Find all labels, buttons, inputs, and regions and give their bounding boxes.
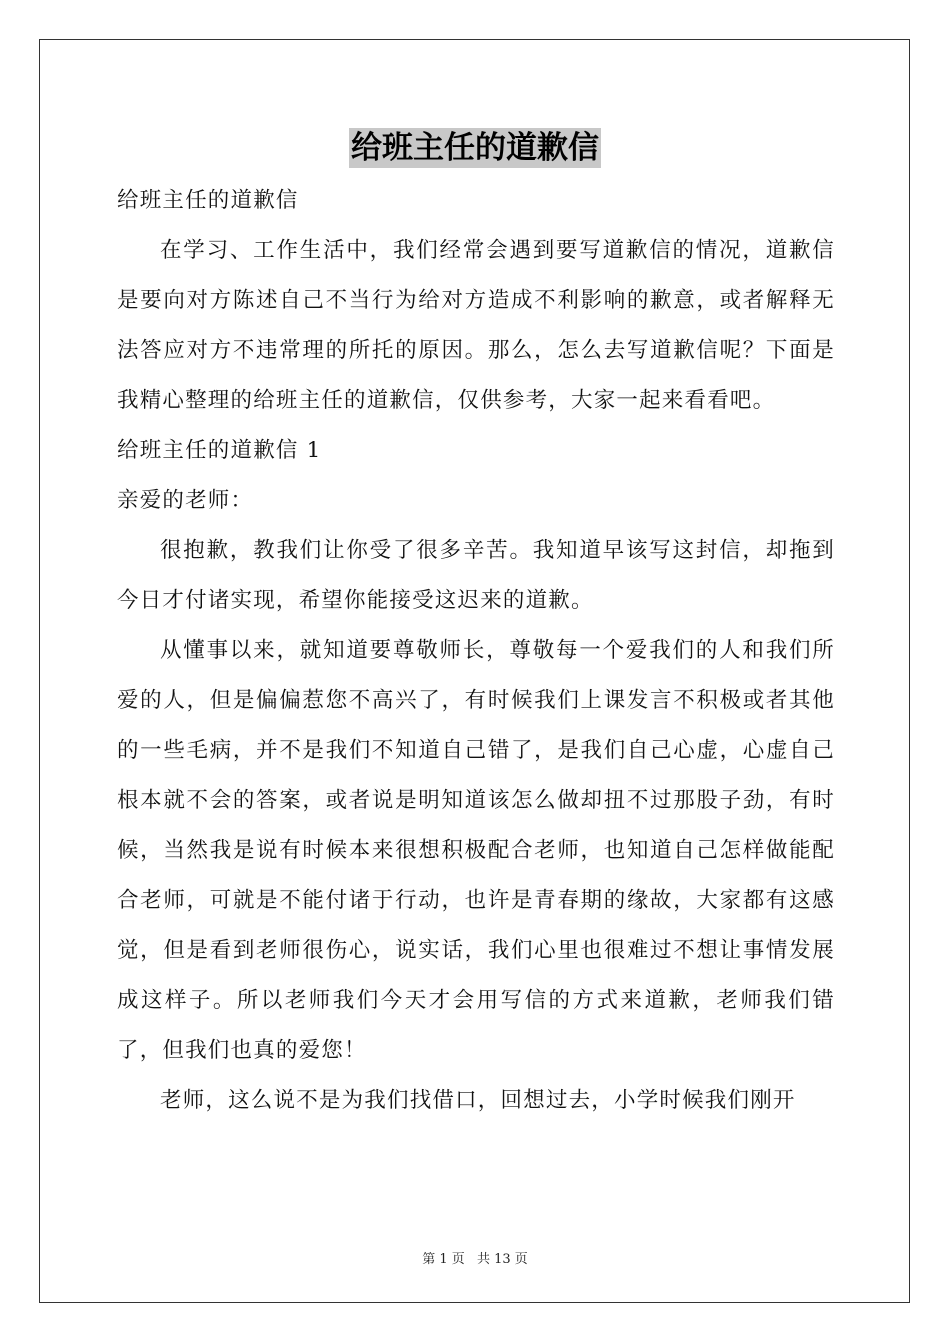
page-footer [0,1248,950,1267]
paragraph-salutation: 亲爱的老师： [117,488,254,513]
paragraph-apology: 很抱歉，教我们让你受了很多辛苦。我知道早该写这封信，却拖到今日才付诸实现，希望你能接受这迟来的道歉。 [117,538,835,613]
paragraph-letter-heading: 给班主任的道歉信 1 [117,438,322,463]
page-number: 第 1 页 [422,1252,465,1267]
document-title: 给班主任的道歉信 [351,130,599,166]
paragraph-intro: 在学习、工作生活中，我们经常会遇到要写道歉信的情况，道歉信是要向对方陈述自己不当行为给对方造成不利影响的歉意，或者解释无法答应对方不违常理的所托的原因。那么，怎么去写道歉信呢？下面是我精心整理的给班主任的道歉信，仅供参考，大家一起来看看吧。 [117,238,835,413]
paragraph-body: 从懂事以来，就知道要尊敬师长，尊敬每一个爱我们的人和我们所爱的人，但是偏偏惹您不高兴了，有时候我们上课发言不积极或者其他的一些毛病，并不是我们不知道自己错了，是我们自己心虚，心虚自己根本就不会的答案，或者说是明知道该怎么做却扭不过那股子劲，有时候，当然我是说有时候本来很想积极配合老师，也知道自己怎样做能配合老师，可就是不能付诸于行动，也许是青春期的缘故，大家都有这感觉，但是看到老师很伤心，说实话，我们心里也很难过不想让事情发展成这样子。所以老师我们今天才会用写信的方式来道歉，老师我们错了，但我们也真的爱您！ [117,638,835,1063]
paragraph-subtitle: 给班主任的道歉信 [117,188,299,213]
title-wrap [0,128,950,168]
paragraph-closing-start: 老师，这么说不是为我们找借口，回想过去，小学时候我们刚开 [160,1088,796,1113]
page-total: 共 13 页 [476,1252,528,1267]
document-body [117,176,835,1126]
